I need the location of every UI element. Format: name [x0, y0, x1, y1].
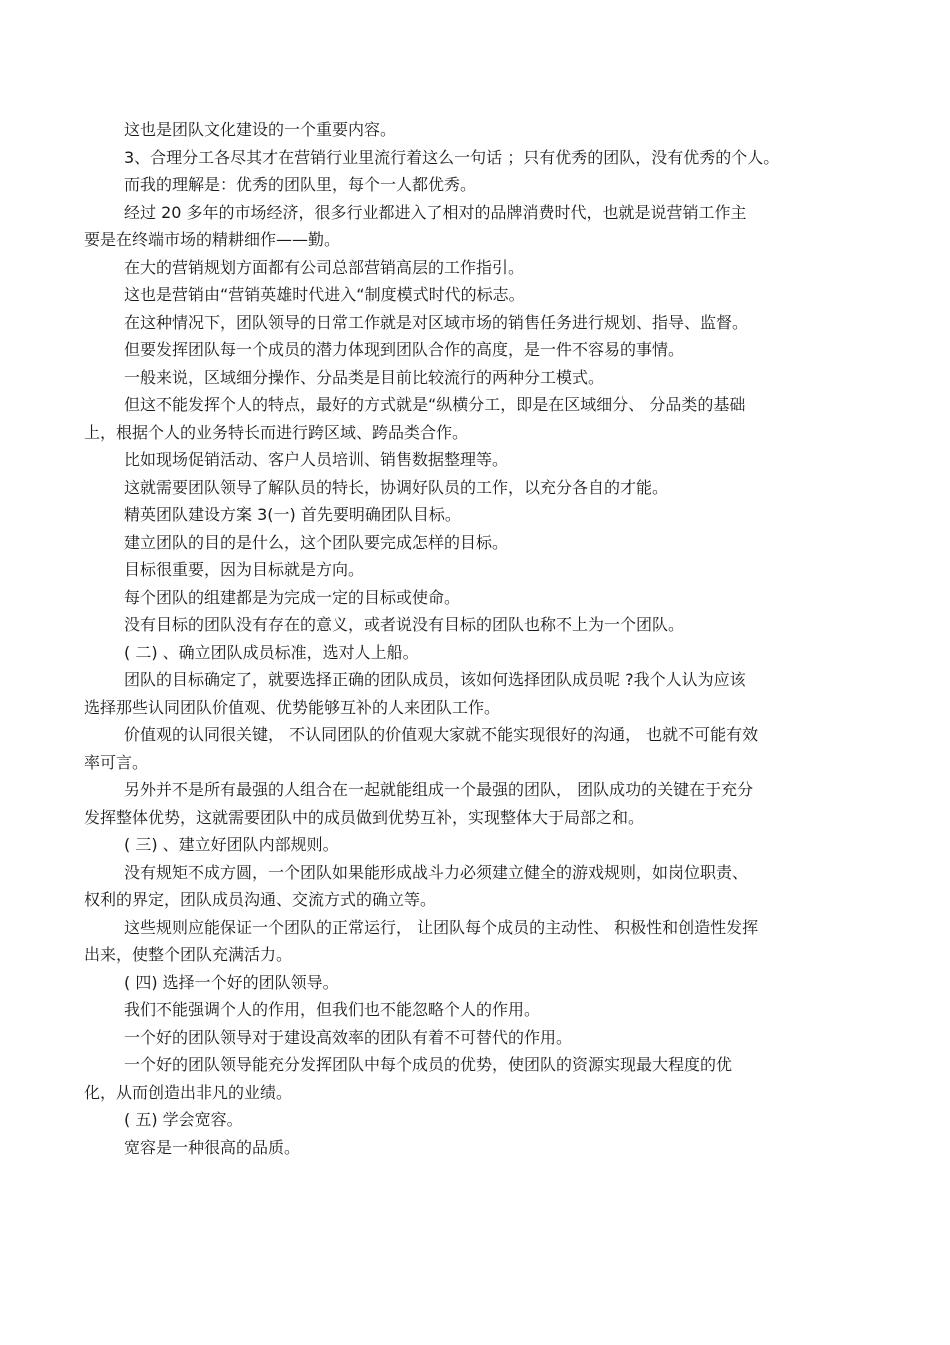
text-line: 目标很重要，因为目标就是方向。 — [124, 560, 365, 579]
text-line: 在大的营销规划方面都有公司总部营销高层的工作指引。 — [124, 257, 525, 277]
text-line: 团队的目标确定了，就要选择正确的团队成员，该如何选择团队成员呢 ?我个人认为应该 — [124, 670, 746, 689]
paragraph — [84, 721, 864, 776]
text-line: 宽容是一种很高的品质。 — [124, 1137, 301, 1157]
text-line: 精英团队建设方案 3(一) 首先要明确团队目标。 — [124, 505, 461, 524]
paragraph — [84, 584, 864, 612]
paragraph — [84, 996, 864, 1024]
text-line: ( 二) 、确立团队成员标准，选对人上船。 — [124, 642, 419, 662]
paragraph — [84, 116, 864, 144]
text-line: 这也是营销由“营销英雄时代进入“制度模式时代的标志。 — [124, 285, 525, 304]
text-line: 要是在终端市场的精耕细作——勤。 — [84, 230, 341, 249]
paragraph — [84, 1134, 864, 1162]
text-line: 这就需要团队领导了解队员的特长，协调好队员的工作，以充分各自的才能。 — [124, 477, 669, 497]
paragraph — [84, 914, 864, 969]
text-line: 但这不能发挥个人的特点，最好的方式就是“纵横分工，即是在区域细分、 分品类的基础 — [124, 395, 746, 414]
paragraph — [84, 171, 864, 199]
text-line: 没有规矩不成方圆，一个团队如果能形成战斗力必须建立健全的游戏规则，如岗位职责、 — [124, 862, 749, 882]
paragraph — [84, 969, 864, 997]
paragraph — [84, 556, 864, 584]
text-line: 在这种情况下，团队领导的日常工作就是对区域市场的销售任务进行规划、指导、监督。 — [124, 312, 749, 332]
paragraph — [84, 144, 864, 172]
text-line: 出来，使整个团队充满活力。 — [84, 945, 293, 964]
paragraph — [84, 391, 864, 446]
paragraph — [84, 309, 864, 337]
text-line: 一个好的团队领导对于建设高效率的团队有着不可替代的作用。 — [124, 1027, 573, 1047]
paragraph — [84, 446, 864, 474]
text-line: 而我的理解是：优秀的团队里，每个一人都优秀。 — [124, 175, 477, 194]
document-body — [84, 116, 864, 1161]
text-line: 一般来说，区域细分操作、分品类是目前比较流行的两种分工模式。 — [124, 367, 605, 387]
text-line: 我们不能强调个人的作用，但我们也不能忽略个人的作用。 — [124, 1000, 541, 1019]
text-line: 3、合理分工各尽其才在营销行业里流行着这么一句话 ；只有优秀的团队，没有优秀的个人。 — [124, 147, 780, 167]
text-line: 这些规则应能保证一个团队的正常运行， 让团队每个成员的主动性、 积极性和创造性发挥 — [124, 917, 759, 937]
paragraph — [84, 336, 864, 364]
text-line: 上，根据个人的业务特长而进行跨区域、跨品类合作。 — [84, 422, 469, 442]
paragraph — [84, 1051, 864, 1106]
paragraph — [84, 611, 864, 639]
paragraph — [84, 776, 864, 831]
paragraph — [84, 529, 864, 557]
paragraph — [84, 474, 864, 502]
paragraph — [84, 199, 864, 254]
paragraph — [84, 859, 864, 914]
text-line: 权利的界定，团队成员沟通、交流方式的确立等。 — [84, 890, 437, 909]
text-line: ( 五) 学会宽容。 — [124, 1110, 243, 1129]
text-line: 率可言。 — [84, 752, 149, 772]
text-line: 经过 20 多年的市场经济，很多行业都进入了相对的品牌消费时代，也就是说营销工作主 — [124, 202, 747, 222]
text-line: 比如现场促销活动、客户人员培训、销售数据整理等。 — [124, 450, 509, 469]
paragraph — [84, 281, 864, 309]
paragraph — [84, 254, 864, 282]
paragraph — [84, 1106, 864, 1134]
text-line: 一个好的团队领导能充分发挥团队中每个成员的优势，使团队的资源实现最大程度的优 — [124, 1055, 733, 1074]
text-line: 另外并不是所有最强的人组合在一起就能组成一个最强的团队， 团队成功的关键在于充分 — [124, 780, 754, 799]
text-line: 化，从而创造出非凡的业绩。 — [84, 1082, 293, 1102]
text-line: 每个团队的组建都是为完成一定的目标或使命。 — [124, 587, 461, 607]
text-line: 没有目标的团队没有存在的意义，或者说没有目标的团队也称不上为一个团队。 — [124, 615, 685, 634]
text-line: 发挥整体优势，这就需要团队中的成员做到优势互补，实现整体大于局部之和。 — [84, 807, 645, 827]
paragraph — [84, 666, 864, 721]
text-line: ( 三) 、建立好团队内部规则。 — [124, 835, 339, 854]
paragraph — [84, 364, 864, 392]
paragraph — [84, 1024, 864, 1052]
paragraph — [84, 501, 864, 529]
text-line: 价值观的认同很关键， 不认同团队的价值观大家就不能实现很好的沟通， 也就不可能有效 — [124, 725, 759, 744]
text-line: 但要发挥团队每一个成员的潜力体现到团队合作的高度，是一件不容易的事情。 — [124, 340, 685, 359]
text-line: 建立团队的目的是什么，这个团队要完成怎样的目标。 — [124, 532, 509, 552]
text-line: 选择那些认同团队价值观、优势能够互补的人来团队工作。 — [84, 697, 501, 717]
paragraph — [84, 639, 864, 667]
text-line: ( 四) 选择一个好的团队领导。 — [124, 972, 339, 992]
text-line: 这也是团队文化建设的一个重要内容。 — [124, 120, 397, 139]
paragraph — [84, 831, 864, 859]
